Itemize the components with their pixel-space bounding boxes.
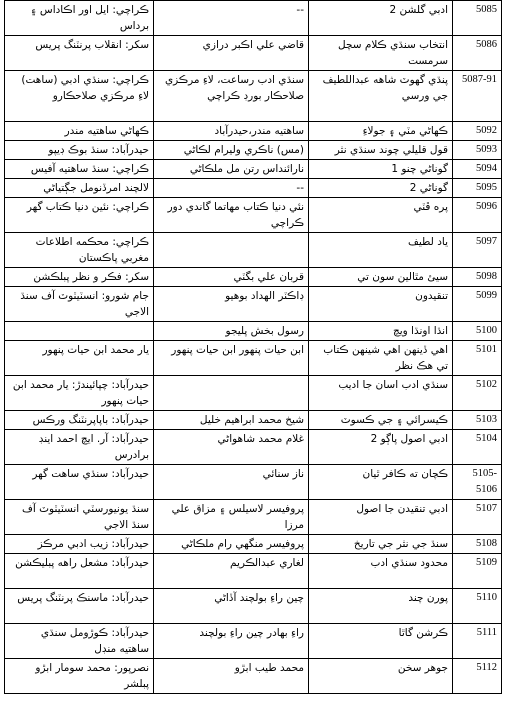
title-cell: ڪيسرائي ۽ جي ڪسوٽ <box>309 411 453 430</box>
title-cell: پنڌي گهوٽ شاهه عبداللطيف جي ورسي <box>309 71 453 122</box>
author-cell: نارائنداس رتن مل ملڪاڻي <box>154 160 309 179</box>
entry-number-cell: 5111 <box>453 624 502 659</box>
table-row <box>5 233 502 268</box>
publisher-cell: لالچند امرڏنومل جڳتياڻي <box>5 179 154 198</box>
entry-number-cell: 5100 <box>453 322 502 341</box>
title-cell: سيئ مٿالين سون تي <box>309 268 453 287</box>
author-cell: راءِ بهادر چين راءِ بولچند <box>154 624 309 659</box>
author-cell: لغاري عبدالڪريم <box>154 554 309 589</box>
author-cell <box>154 233 309 268</box>
table-row <box>5 500 502 535</box>
table-row <box>5 122 502 141</box>
table-row <box>5 430 502 465</box>
table-row <box>5 141 502 160</box>
publisher-cell: نصرپور: محمد سومار ابڙو پبلشر <box>5 659 154 694</box>
publisher-cell: ڪراچي: ايل اور اڪاداس ۽ برداس <box>5 1 154 36</box>
entry-number-cell: 5093 <box>453 141 502 160</box>
publisher-cell: يار محمد ابن حيات پنهور <box>5 341 154 376</box>
title-cell: پره ڦٽي <box>309 198 453 233</box>
table-row <box>5 322 502 341</box>
publisher-cell: ڪراچي: نئين دنيا ڪتاب گهر <box>5 198 154 233</box>
publisher-cell: ڪهاڻي ساهتيه مندر <box>5 122 154 141</box>
table-row <box>5 659 502 694</box>
entry-number-cell: 5102 <box>453 376 502 411</box>
title-cell: ادبي گلشن 2 <box>309 1 453 36</box>
publisher-cell: حيدرآباد: سنڌ بوڪ ڊيپو <box>5 141 154 160</box>
table-row <box>5 287 502 322</box>
table-row <box>5 198 502 233</box>
title-cell: گوناڻي چنو 1 <box>309 160 453 179</box>
entry-number-cell: 5087-91 <box>453 71 502 122</box>
author-cell: نئي دنيا ڪتاب مهاتما گاندي دور ڪراچي <box>154 198 309 233</box>
table-row <box>5 535 502 554</box>
entry-number-cell: 5094 <box>453 160 502 179</box>
entry-number-cell: 5103 <box>453 411 502 430</box>
table-row <box>5 71 502 122</box>
author-cell: شيخ محمد ابراهيم خليل <box>154 411 309 430</box>
entry-number-cell: 5092 <box>453 122 502 141</box>
title-cell: گوناڻي 2 <box>309 179 453 198</box>
entry-number-cell: 5099 <box>453 287 502 322</box>
title-cell: سنڌي ادب اسان جا اديب <box>309 376 453 411</box>
entry-number-cell: 5101 <box>453 341 502 376</box>
table-row <box>5 554 502 589</box>
table-row <box>5 160 502 179</box>
publisher-cell: ڪراچي: سنڌ ساهتيه آفيس <box>5 160 154 179</box>
entry-number-cell: 5096 <box>453 198 502 233</box>
catalog-rows <box>5 1 502 694</box>
author-cell: غلام محمد شاهواڻي <box>154 430 309 465</box>
author-cell: ساهتيه مندر،حيدرآباد <box>154 122 309 141</box>
title-cell: قول قليلي چوند سنڌي نثر <box>309 141 453 160</box>
table-row <box>5 341 502 376</box>
table-row <box>5 624 502 659</box>
publisher-cell: حيدرآباد: سنڌي ساهت گهر <box>5 465 154 500</box>
table-row <box>5 465 502 500</box>
entry-number-cell: 5085 <box>453 1 502 36</box>
author-cell: قاضي علي اڪبر درازي <box>154 36 309 71</box>
publisher-cell: حيدرآباد: آر. ايچ احمد اينڊ برادرس <box>5 430 154 465</box>
title-cell: تنقيدون <box>309 287 453 322</box>
entry-number-cell: 5097 <box>453 233 502 268</box>
author-cell: -- <box>154 179 309 198</box>
author-cell: ڊاڪٽر الهداد بوهيو <box>154 287 309 322</box>
publisher-cell: حيدرآباد: چپائيندڙ: يار محمد ابن حيات پنهور <box>5 376 154 411</box>
author-cell: پروفيسر منگهي رام ملڪاڻي <box>154 535 309 554</box>
publisher-cell: ڪراچي: سنڌي ادبي (ساهت) لاءِ مرڪزي صلاحڪارو <box>5 71 154 122</box>
title-cell: ڪرشن گاٿا <box>309 624 453 659</box>
author-cell: -- <box>154 1 309 36</box>
publisher-cell: حيدرآباد: زيب ادبي مرڪز <box>5 535 154 554</box>
title-cell: پورن چند <box>309 589 453 624</box>
author-cell: پروفيسر لاسيلس ۽ مزاق علي مرزا <box>154 500 309 535</box>
author-cell: (مس) ناڪري وليرام لڪاڻي <box>154 141 309 160</box>
author-cell: قربان علي بگٽي <box>154 268 309 287</box>
entry-number-cell: 5104 <box>453 430 502 465</box>
publisher-cell <box>5 322 154 341</box>
table-row <box>5 411 502 430</box>
author-cell: رسول بخش پليجو <box>154 322 309 341</box>
publisher-cell: سکر: انقلاب پرنٽنگ پريس <box>5 36 154 71</box>
author-cell: سنڌي ادب رساعت، لاءِ مرڪزي صلاحڪار بورڊ ڪراچي <box>154 71 309 122</box>
table-row <box>5 376 502 411</box>
table-row <box>5 1 502 36</box>
title-cell: انتخاب سنڌي ڪلام سچل سرمست <box>309 36 453 71</box>
title-cell: اهي ڏينهن اهي شينهن ڪتاب تي هڪ نظر <box>309 341 453 376</box>
entry-number-cell: 5110 <box>453 589 502 624</box>
author-cell: ناز سنائي <box>154 465 309 500</box>
entry-number-cell: 5107 <box>453 500 502 535</box>
title-cell: سنڌ جي نثر جي تاريخ <box>309 535 453 554</box>
entry-number-cell: 5098 <box>453 268 502 287</box>
title-cell: محدود سنڌي ادب <box>309 554 453 589</box>
publisher-cell: سنڌ يونيورسٽي انسٽيٽوٽ آف سنڌ الاجي <box>5 500 154 535</box>
publisher-cell: حيدرآباد: ڪوڙومل سنڌي ساهتيه منڊل <box>5 624 154 659</box>
entry-number-cell: 5112 <box>453 659 502 694</box>
author-cell: چين راءِ بولچند آڏاڻي <box>154 589 309 624</box>
title-cell: انڌا اونڌا ويچ <box>309 322 453 341</box>
entry-number-cell: 5105-5106 <box>453 465 502 500</box>
title-cell: ادبي اصول پاڳو 2 <box>309 430 453 465</box>
entry-number-cell: 5109 <box>453 554 502 589</box>
publisher-cell: ڪراچي: محڪمه اطلاعات مغربي پاڪستان <box>5 233 154 268</box>
author-cell <box>154 376 309 411</box>
title-cell: ڪچان ته ڪافر ٿيان <box>309 465 453 500</box>
title-cell: ڪهاڻي مٽي ۽ جولاءِ <box>309 122 453 141</box>
catalog-table <box>4 0 502 694</box>
title-cell: ادبي تنقيدن جا اصول <box>309 500 453 535</box>
publisher-cell: جام شورو: انسٽيٽوٽ آف سنڌ الاجي <box>5 287 154 322</box>
entry-number-cell: 5108 <box>453 535 502 554</box>
publisher-cell: حيدرآباد: مشعل راهه پبليڪشن <box>5 554 154 589</box>
publisher-cell: حيدرآباد: ماسنڪ پرنٽنگ پريس <box>5 589 154 624</box>
entry-number-cell: 5095 <box>453 179 502 198</box>
publisher-cell: سکر: فڪر و نظر پبلڪشن <box>5 268 154 287</box>
author-cell: ابن حيات پنهور ابن حيات پنهور <box>154 341 309 376</box>
author-cell: محمد طيب ابڙو <box>154 659 309 694</box>
table-row <box>5 179 502 198</box>
publisher-cell: حيدرآباد: باپاپرنٽنگ ورڪس <box>5 411 154 430</box>
table-row <box>5 268 502 287</box>
table-row <box>5 36 502 71</box>
title-cell: جوهر سخن <box>309 659 453 694</box>
title-cell: ياد لطيف <box>309 233 453 268</box>
entry-number-cell: 5086 <box>453 36 502 71</box>
table-row <box>5 589 502 624</box>
